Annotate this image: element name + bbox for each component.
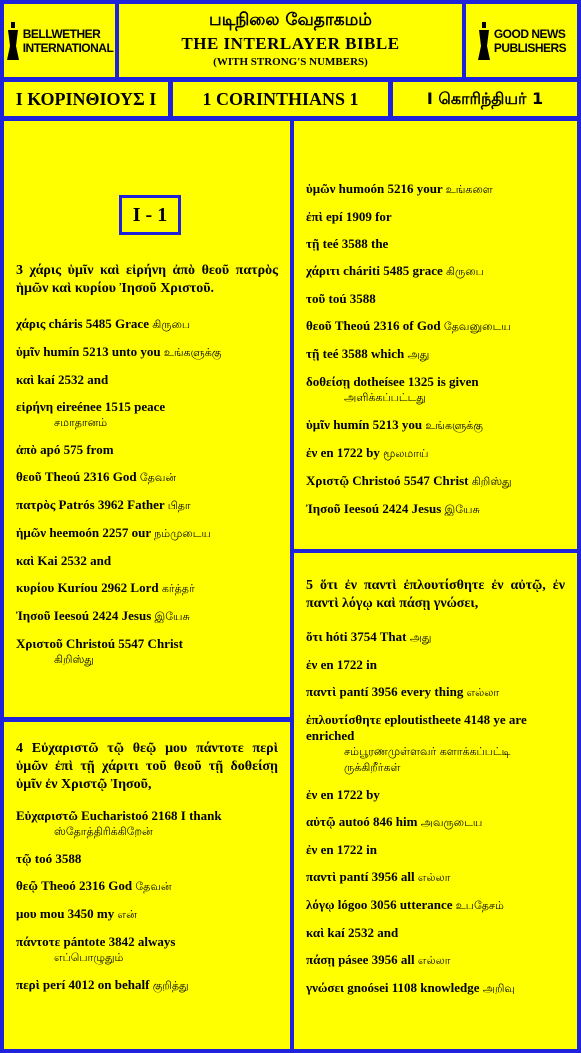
word-tamil: உங்களுக்கு xyxy=(425,419,483,432)
word-tamil: இயேசு xyxy=(444,503,480,516)
word-entry xyxy=(16,906,278,923)
word-tamil: எப்பொழுதும் xyxy=(54,951,124,964)
word-tamil: உங்களுக்கு xyxy=(163,346,222,359)
word-tamil: கிறிஸ்து xyxy=(54,653,94,666)
word-tamil: குறித்து xyxy=(152,979,189,992)
word-tamil: அது xyxy=(409,631,432,644)
word-entry xyxy=(16,851,278,867)
word-entry xyxy=(16,399,278,431)
word-tamil: தேவனுடைய xyxy=(443,320,511,333)
word-entry xyxy=(306,318,565,335)
word-gloss: τῇ teé 3588 which xyxy=(306,346,405,361)
word-entry xyxy=(306,236,565,252)
title-english: THE INTERLAYER BIBLE xyxy=(181,34,400,53)
subtitle: (WITH STRONG'S NUMBERS) xyxy=(213,56,368,68)
word-gloss: ὑμῖν humín 5213 unto you xyxy=(16,344,161,359)
word-entry xyxy=(16,316,278,333)
right-logo-line2: PUBLISHERS xyxy=(493,40,567,55)
word-entry xyxy=(306,814,565,831)
word-tamil: ஸ்தோத்திரிக்கிறேன் xyxy=(54,825,153,838)
word-entry xyxy=(306,374,565,406)
word-gloss: εἰρήνη eireénee 1515 peace xyxy=(16,399,166,414)
left-logo-line1: BELLWETHER xyxy=(22,26,101,41)
word-gloss: αὐτῷ autoó 846 him xyxy=(306,814,418,829)
word-gloss: χάριτι cháriti 5485 grace xyxy=(306,263,443,278)
word-gloss: μου mou 3450 my xyxy=(16,906,115,921)
word-tamil: உபதேசம் xyxy=(455,899,504,912)
word-gloss: ἐν en 1722 by xyxy=(306,445,380,460)
word-entry xyxy=(16,934,278,966)
word-gloss: πατρὸς Patrós 3962 Father xyxy=(16,497,165,512)
word-gloss: τῇ teé 3588 the xyxy=(306,236,389,251)
word-tamil: கிறிஸ்து xyxy=(471,475,512,488)
verse5-word-list xyxy=(306,629,565,997)
word-entry xyxy=(306,417,565,434)
word-entry xyxy=(16,525,278,542)
word-entry xyxy=(306,925,565,941)
word-entry xyxy=(16,580,278,597)
word-entry xyxy=(306,181,565,198)
word-gloss: ὑμῖν humín 5213 you xyxy=(306,417,423,432)
word-entry xyxy=(306,346,565,363)
word-gloss: δοθείσῃ dotheísee 1325 is given xyxy=(306,374,479,389)
word-tamil: அவருடைய xyxy=(420,816,483,829)
book-greek-text: Ι ΚΟΡΙΝΘΙΟΥΣ Ι xyxy=(15,88,157,109)
word-entry xyxy=(16,636,278,668)
word-entry xyxy=(306,897,565,914)
word-gloss: λόγῳ lógoo 3056 utterance xyxy=(306,897,453,912)
word-entry xyxy=(306,842,565,858)
verse4-cont-word-list xyxy=(306,181,565,518)
word-entry xyxy=(306,712,565,776)
word-tamil: எல்லா xyxy=(466,686,500,699)
word-entry xyxy=(306,684,565,701)
word-gloss: ὅτι hóti 3754 That xyxy=(306,629,407,644)
word-entry xyxy=(16,442,278,458)
word-tamil: அறிவு xyxy=(482,982,515,995)
good-news-figure-icon xyxy=(477,20,491,62)
word-gloss: ἀπὸ apó 575 from xyxy=(16,442,114,457)
word-entry xyxy=(306,869,565,886)
word-entry xyxy=(306,787,565,803)
word-gloss: παντὶ pantí 3956 all xyxy=(306,869,415,884)
word-gloss: Ἰησοῦ Ieesoú 2424 Jesus xyxy=(306,501,442,516)
word-gloss: γνώσει gnoósei 1108 knowledge xyxy=(306,980,480,995)
word-gloss: καὶ kaí 2532 and xyxy=(16,372,109,387)
word-gloss: ὑμῶν humoón 5216 your xyxy=(306,181,443,196)
word-tamil: அது xyxy=(407,348,430,361)
word-gloss: ἐπὶ epí 1909 for xyxy=(306,209,392,224)
word-tamil: தேவன் xyxy=(139,471,177,484)
word-tamil: என் xyxy=(117,908,137,921)
word-entry xyxy=(16,497,278,514)
book-greek xyxy=(4,82,168,116)
word-entry xyxy=(16,553,278,569)
word-gloss: ἐν en 1722 in xyxy=(306,657,377,672)
word-entry xyxy=(306,291,565,307)
left-logo-line2: INTERNATIONAL xyxy=(22,40,114,55)
word-entry xyxy=(306,952,565,969)
title-block xyxy=(119,4,462,77)
word-entry xyxy=(16,608,278,625)
word-entry xyxy=(16,372,278,388)
word-entry xyxy=(306,473,565,490)
word-tamil: சம்பூரணமுள்ளவர் களாக்கப்பட்டி ருக்கிறீர்கள் xyxy=(344,745,511,774)
book-tamil-text: I கொரிந்தியர் 1 xyxy=(426,88,544,108)
word-gloss: ἐν en 1722 in xyxy=(306,842,377,857)
word-gloss: τῷ toó 3588 xyxy=(16,851,82,866)
word-gloss: καὶ Kai 2532 and xyxy=(16,553,112,568)
word-gloss: Ἰησοῦ Ieesoú 2424 Jesus xyxy=(16,608,152,623)
word-gloss: παντὶ pantí 3956 every thing xyxy=(306,684,464,699)
word-tamil: பிதா xyxy=(167,499,191,512)
verse3-greek: 3 χάρις ὑμῖν καὶ εἰρήνη ἀπὸ θεοῦ πατρὸς ἡμῶν καὶ κυρίου Ἰησοῦ Χριστοῦ. xyxy=(16,263,278,296)
word-entry xyxy=(16,977,278,994)
word-tamil: கிருபை xyxy=(446,265,484,278)
verse4-greek: 4 Εὐχαριστῶ τῷ θεῷ μου πάντοτε περὶ ὑμῶν ἐπὶ τῇ χάριτι τοῦ θεοῦ τῇ δοθείσῃ ὑμῖν ἐν Χριστῷ Ἰησοῦ, xyxy=(16,741,278,792)
word-tamil: கர்த்தர் xyxy=(161,582,195,595)
word-gloss: θεοῦ Theoú 2316 God xyxy=(16,469,137,484)
word-entry xyxy=(16,878,278,895)
word-entry xyxy=(16,469,278,486)
word-entry xyxy=(306,657,565,673)
bellwether-figure-icon xyxy=(6,20,20,62)
title-tamil: படிநிலை வேதாகமம் xyxy=(209,10,372,30)
word-entry xyxy=(306,629,565,646)
word-tamil: அளிக்கப்பட்டது xyxy=(344,391,426,404)
word-tamil: உங்களை xyxy=(445,183,493,196)
verse5-greek: 5 ὅτι ἐν παντὶ ἐπλουτίσθητε ἐν αὐτῷ, ἐν παντὶ λόγῳ καὶ πάσῃ γνώσει, xyxy=(306,578,565,611)
word-gloss: πάσῃ pásee 3956 all xyxy=(306,952,415,967)
word-entry xyxy=(16,344,278,361)
chapter-label xyxy=(119,195,181,235)
verse4-panel xyxy=(4,722,290,1049)
word-gloss: πάντοτε pántote 3842 always xyxy=(16,934,176,949)
word-gloss: περὶ perí 4012 on behalf xyxy=(16,977,150,992)
verse4-word-list xyxy=(16,808,278,994)
word-gloss: Εὐχαριστῶ Eucharistoó 2168 I thank xyxy=(16,808,222,823)
word-gloss: κυρίου Kuríou 2962 Lord xyxy=(16,580,159,595)
chapter-label-text: I - 1 xyxy=(132,203,168,226)
word-tamil: எல்லா xyxy=(417,954,451,967)
word-gloss: Χριστοῦ Christoú 5547 Christ xyxy=(16,636,183,651)
word-entry xyxy=(306,209,565,225)
word-entry xyxy=(306,445,565,462)
verse5-panel xyxy=(294,553,577,1049)
word-gloss: θεοῦ Theoú 2316 of God xyxy=(306,318,441,333)
word-gloss: ἐπλουτίσθητε eploutistheete 4148 ye are enriched xyxy=(306,712,527,743)
word-tamil: சமாதானம் xyxy=(54,416,108,429)
word-tamil: தேவன் xyxy=(135,880,172,893)
bellwether-logo xyxy=(4,4,115,77)
word-tamil: எல்லா xyxy=(417,871,451,884)
word-tamil: நம்முடைய xyxy=(154,527,211,540)
word-gloss: χάρις cháris 5485 Grace xyxy=(16,316,149,331)
word-entry xyxy=(16,808,278,840)
word-tamil: இயேசு xyxy=(154,610,190,623)
word-gloss: ἐν en 1722 by xyxy=(306,787,380,802)
book-tamil xyxy=(393,82,577,116)
word-entry xyxy=(306,501,565,518)
word-gloss: Χριστῷ Christoó 5547 Christ xyxy=(306,473,469,488)
word-entry xyxy=(306,263,565,280)
book-english-text: 1 CORINTHIANS 1 xyxy=(202,88,359,109)
good-news-logo xyxy=(466,4,577,77)
word-gloss: θεῷ Theoó 2316 God xyxy=(16,878,133,893)
verse3-panel xyxy=(4,121,290,717)
word-tamil: மூலமாய் xyxy=(383,447,429,460)
word-gloss: καὶ kaí 2532 and xyxy=(306,925,399,940)
word-gloss: ἡμῶν heemoón 2257 our xyxy=(16,525,151,540)
word-entry xyxy=(306,980,565,997)
word-gloss: τοῦ toú 3588 xyxy=(306,291,376,306)
verse3-word-list xyxy=(16,316,278,668)
verse4-cont-panel xyxy=(294,121,577,549)
word-tamil: கிருபை xyxy=(152,318,191,331)
book-english xyxy=(173,82,388,116)
right-logo-line1: GOOD NEWS xyxy=(493,26,566,41)
